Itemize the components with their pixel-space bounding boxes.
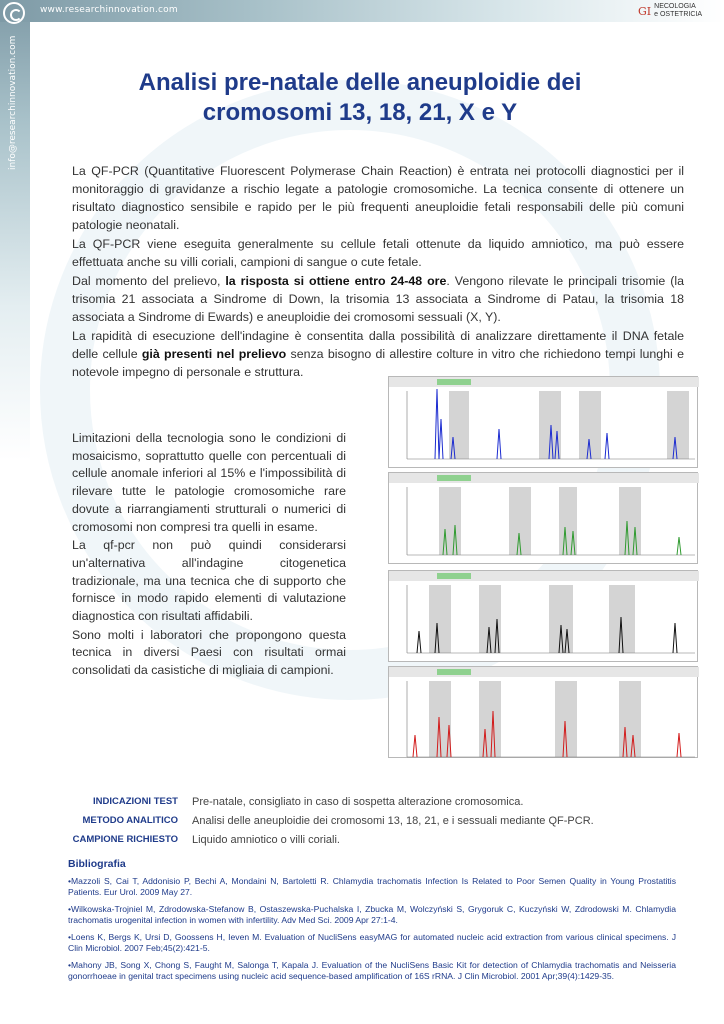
limitations-paragraph-3: Sono molti i laboratori che propongono questa tecnica in diversi Paesi con risultati ormai consolidati da casistiche di migliaia di campioni.	[72, 627, 346, 678]
site-url[interactable]: www.researchinnovation.com	[40, 5, 178, 15]
limitations-paragraph-1: Limitazioni della tecnologia sono le condizioni di mosaicismo, soprattutto quelle con percentuali di cellule anomale inferiori al 15% e l'impossibilità di rilevare tutte le patologie cromosomiche rare dovute a riarrangiamenti strutturali o numerici di cromosomi non compresi tra quelli in esame.	[72, 431, 346, 534]
signal-peak	[413, 735, 417, 757]
marker-bin	[549, 585, 573, 653]
panel-1-graphic	[389, 377, 699, 469]
panel-3-graphic	[389, 571, 699, 663]
electropherogram-panel-3	[388, 570, 698, 662]
page-title	[60, 68, 660, 128]
signal-peak	[497, 429, 501, 459]
reference-item: •Wilkowska-Trojniel M, Zdrodowska-Stefanow B, Ostaszewska-Puchalska I, Zbucka M, Wolczyński S, Grygoruk C, Kuczyński W, Zdrodowski M. Chlamydia trachomatis urogenital infection in women with infertility. Adv Med Sci. 2009 Apr 27:1-4.	[68, 904, 676, 925]
info-label: INDICAZIONI TEST	[93, 796, 178, 807]
signal-peak	[677, 733, 681, 757]
p3-pre: Dal momento del prelievo,	[72, 274, 226, 288]
marker-bin	[667, 391, 689, 459]
info-value: Liquido amniotico o villi coriali.	[192, 833, 340, 846]
intro-text	[72, 162, 684, 382]
p4-pre: La rapidità di esecuzione dell'indagine è consentita dalla possibilità di analizzare direttamente il DNA fetale delle cellule	[72, 329, 684, 361]
brand-text	[654, 3, 702, 19]
electropherogram-panel-4	[388, 666, 698, 758]
title-line-1: Analisi pre-natale delle aneuploidie dei	[138, 69, 582, 96]
brand-line1: NECOLOGIA	[654, 3, 696, 10]
marker-bin	[619, 681, 641, 757]
signal-peak	[417, 631, 421, 653]
brand-logo	[638, 2, 702, 20]
panel-title-tag	[437, 379, 471, 385]
info-table	[60, 792, 700, 849]
marker-bin	[619, 487, 641, 555]
marker-bin	[429, 585, 451, 653]
info-value: Pre-natale, consigliato in caso di sospetta alterazione cromosomica.	[192, 795, 524, 808]
panel-2-graphic	[389, 473, 699, 565]
signal-peak	[435, 389, 439, 459]
panel-title-strip	[389, 473, 699, 483]
p3-post: . Vengono rilevate le principali trisomie (la trisomia 21 associata a Sindrome di Down, la trisomia 13 associata a Sindrome di Patau, la trisomia 18 associata a Sindrome di Ewards) e aneuploidie dei cromosomi sessuali (X, Y).	[72, 274, 685, 324]
limitations-paragraph-2: La qf-pcr non può quindi considerarsi un'alternativa all'indagine citogenetica tradizionale, ma una tecnica che di supporto che fornisce in modo rapido elementi di valutazione diagnostica con risultati affidabili.	[72, 538, 346, 624]
signal-peak	[439, 419, 443, 459]
electropherogram-panel-1	[388, 376, 698, 468]
p4-bold: già presenti nel prelievo	[141, 347, 287, 361]
brand-line2: e OSTETRICIA	[654, 11, 702, 18]
bibliography-title: Bibliografia	[68, 858, 126, 870]
p3-bold: la risposta si ottiene entro 24-48 ore	[225, 274, 447, 288]
info-label: CAMPIONE RICHIESTO	[72, 834, 178, 845]
electropherogram-panel-2	[388, 472, 698, 564]
electropherogram-figure	[388, 376, 698, 766]
p4-post: senza bisogno di allestire colture in vitro che richiedono tempi lunghi e notevole impegno di personale e struttura.	[72, 347, 684, 379]
intro-paragraph-1: La QF-PCR (Quantitative Fluorescent Polymerase Chain Reaction) è entrata nei protocolli diagnostici per il monitoraggio di gravidanze a rischio legate a patologie cromosomiche. La tecnica consente di ottenere un risultato diagnostico sensibile e rapido per le più frequenti aneuploidie fetali responsabili delle più comuni patologie neonatali.	[72, 164, 684, 232]
reference-item: •Mazzoli S, Cai T, Addonisio P, Bechi A, Mondaini N, Bartoletti R. Chlamydia trachomatis Infection Is Related to Poor Semen Quality in Young Prostatitis Patients. Eur Urol. 2009 May 27.	[68, 876, 676, 897]
intro-paragraph-2: La QF-PCR viene eseguita generalmente su cellule fetali ottenute da liquido amniotico, ma può essere effettuata anche su villi coriali, campioni di sangue o cute fetale.	[72, 237, 684, 269]
info-row	[60, 830, 700, 849]
panel-title-strip	[389, 377, 699, 387]
intro-paragraph-4	[72, 327, 684, 381]
reference-item: •Loens K, Bergs K, Ursi D, Goossens H, Ieven M. Evaluation of NucliSens easyMAG for automated nucleic acid extraction from various clinical specimens. J Clin Microbiol. 2007 Feb;45(2):421-5.	[68, 932, 676, 953]
signal-peak	[605, 433, 609, 459]
panel-title-strip	[389, 571, 699, 581]
marker-bin	[479, 681, 501, 757]
signal-peak	[673, 623, 677, 653]
brand-gi: GI	[638, 4, 652, 18]
info-row	[60, 811, 700, 830]
reference-item: •Mahony JB, Song X, Chong S, Faught M, Salonga T, Kapala J. Evaluation of the NucliSens Basic Kit for detection of Chlamydia trachomatis and Neisseria gonorrhoeae in genital tract specimens using nucleic acid sequence-based amplification of 16S rRNA. J Clin Microbiol. 2001 Apr;39(4):1429-35.	[68, 960, 676, 981]
bibliography	[68, 858, 676, 988]
title-line-2: cromosomi 13, 18, 21, X e Y	[202, 99, 518, 126]
panel-title-strip	[389, 667, 699, 677]
panel-4-graphic	[389, 667, 699, 767]
side-email[interactable]: info@researchinnovation.com	[8, 35, 18, 170]
marker-bin	[439, 487, 461, 555]
signal-peak	[677, 537, 681, 555]
limitations-text	[72, 430, 346, 681]
info-value: Analisi delle aneuploidie dei cromosomi 13, 18, 21, e i sessuali mediante QF-PCR.	[192, 814, 594, 827]
panel-title-tag	[437, 669, 471, 675]
panel-title-tag	[437, 573, 471, 579]
panel-title-tag	[437, 475, 471, 481]
info-label: METODO ANALITICO	[82, 815, 178, 826]
info-row	[60, 792, 700, 811]
intro-paragraph-3	[72, 272, 684, 326]
